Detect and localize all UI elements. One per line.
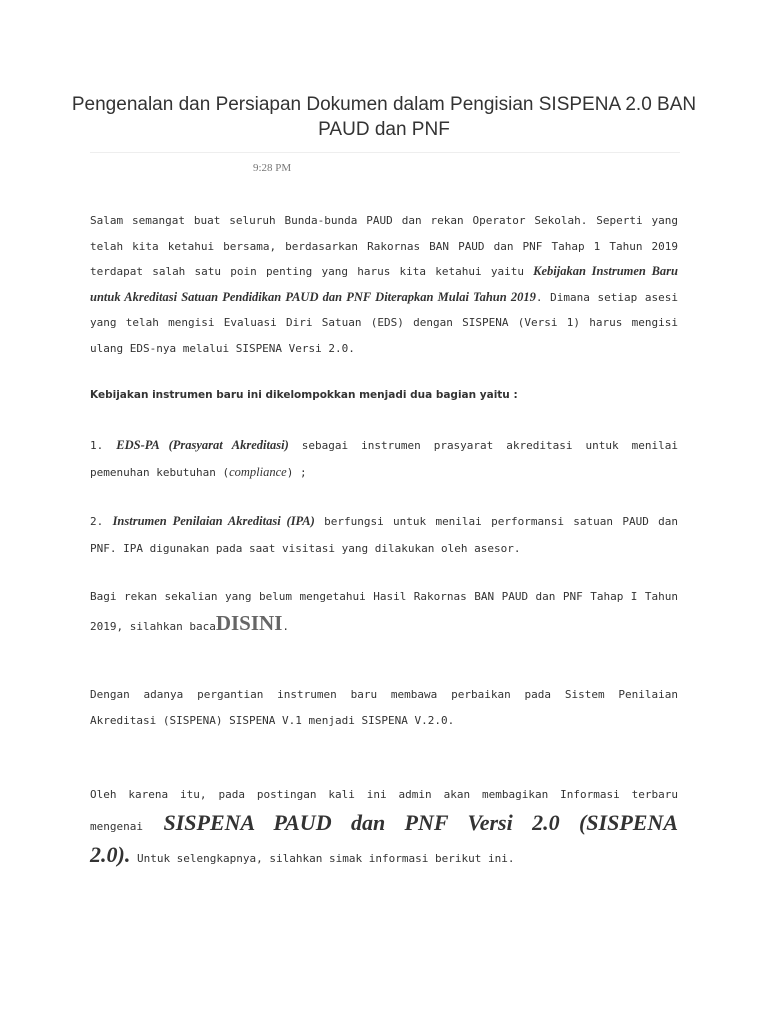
paragraph-intro [90, 208, 678, 361]
list-item-text-a: sebagai instrumen prasyarat akreditasi untuk menilai pemenuhan kebutuhan ( [90, 439, 678, 479]
list-item-number: 2. [90, 515, 113, 528]
paragraph-closing-text-a: mengenai [90, 820, 164, 833]
eds-pa-emphasis: EDS-PA (Prasyarat Akreditasi) [116, 438, 289, 452]
sispena-version-emphasis-end: 2.0). [90, 842, 131, 867]
paragraph-closing-line1: Oleh karena itu, pada postingan kali ini admin akan membagikan Informasi terbaru [90, 788, 678, 801]
policy-emphasis: Kebijakan Instrumen Baru untuk Akreditasi Satuan Pendidikan PAUD dan PNF Diterapkan Mulai Tahun 2019 [90, 264, 678, 304]
paragraph-closing [90, 782, 678, 872]
list-item-ipa [90, 508, 678, 562]
disini-link[interactable]: DISINI [215, 611, 283, 635]
list-item-text: berfungsi untuk menilai performansi satuan PAUD dan PNF. IPA digunakan pada saat visitasi yang dilakukan oleh asesor. [90, 515, 678, 555]
paragraph-rakornas-period: . [282, 620, 289, 633]
paragraph-sispena-change: Dengan adanya pergantian instrumen baru membawa perbaikan pada Sistem Penilaian Akreditasi (SISPENA) SISPENA V.1 menjadi SISPENA V.2.0. [90, 688, 678, 727]
paragraph-groups-heading: Kebijakan instrumen baru ini dikelompokkan menjadi dua bagian yaitu : [90, 389, 518, 401]
paragraph-closing-line3 [90, 842, 515, 867]
paragraph-closing-line2 [90, 808, 678, 842]
title-divider [90, 152, 680, 153]
post-timestamp: 9:28 PM [253, 162, 292, 174]
list-item-eds-pa [90, 432, 678, 486]
paragraph-rakornas-text: Bagi rekan sekalian yang belum mengetahui Hasil Rakornas BAN PAUD dan PNF Tahap I Tahun 2019, silahkan baca [90, 590, 678, 633]
list-item-number: 1. [90, 439, 117, 452]
paragraph-rakornas [90, 584, 678, 640]
compliance-emphasis: compliance [229, 465, 287, 479]
paragraph-intro-text-b: . Dimana setiap asesi yang telah mengisi Evaluasi Diri Satuan (EDS) dengan SISPENA (Versi 1) harus mengisi ulang EDS-nya melalui SISPENA Versi 2.0. [90, 290, 679, 355]
list-item-text-b: ) ; [286, 466, 307, 479]
sispena-version-emphasis: SISPENA PAUD dan PNF Versi 2.0 (SISPENA [163, 810, 678, 835]
paragraph-closing-text-b: Untuk selengkapnya, silahkan simak informasi berikut ini. [130, 852, 515, 865]
post-title: Pengenalan dan Persiapan Dokumen dalam Pengisian SISPENA 2.0 BAN PAUD dan PNF [71, 94, 697, 140]
paragraph-intro-text-a: Salam semangat buat seluruh Bunda-bunda PAUD dan rekan Operator Sekolah. Seperti yang telah kita ketahui bersama, berdasarkan Rakornas BAN PAUD dan PNF Tahap 1 Tahun 2019 terdapat salah satu poin penting yang harus kita ketahui yaitu [90, 214, 678, 278]
ipa-emphasis: Instrumen Penilaian Akreditasi (IPA) [112, 514, 315, 528]
